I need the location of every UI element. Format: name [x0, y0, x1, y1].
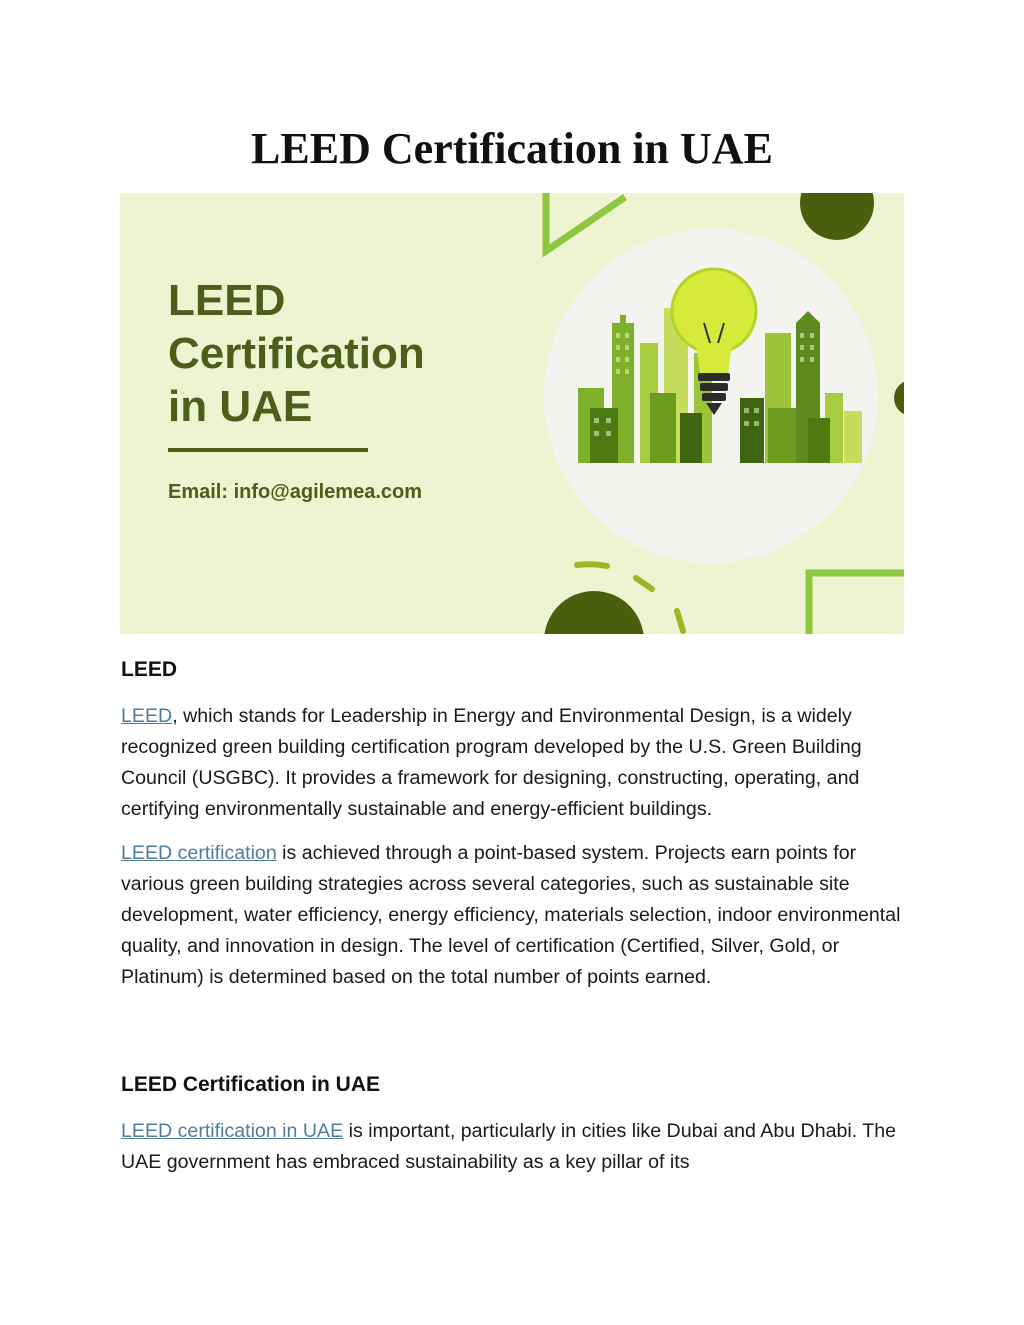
- paragraph-text: , which stands for Leadership in Energy and Environmental Design, is a widely recognized green building certification program developed by the U.S. Green Building Council (USGBC). It provides a framework for designing, constructing, operating, and certifying environmentally sustainable and energy-efficient buildings.: [121, 705, 862, 820]
- leed-certification-uae-link[interactable]: LEED certification in UAE: [121, 1120, 344, 1142]
- section-heading: LEED: [121, 658, 178, 681]
- leed-link[interactable]: LEED: [121, 705, 173, 727]
- banner-heading-line: LEED: [168, 276, 286, 325]
- paragraph-text: is achieved through a point-based system. Projects earn points for various green building strategies across several categories, such as sustainable site development, water efficiency, energy efficiency, materials selection, indoor environmental quality, and innovation in design. The level of certification (Certified, Silver, Gold, or Platinum) is determined based on the total number of points earned.: [121, 842, 901, 988]
- section-leed: [121, 656, 911, 993]
- section-heading: LEED Certification in UAE: [121, 1073, 381, 1096]
- leed-certification-link[interactable]: LEED certification: [121, 842, 277, 864]
- banner-email: Email: info@agilemea.com: [168, 481, 423, 503]
- banner-heading-line: in UAE: [168, 382, 313, 431]
- page-title: LEED Certification in UAE: [251, 124, 773, 173]
- banner-divider: [168, 448, 368, 452]
- paragraph: [121, 838, 911, 993]
- banner-image: [120, 193, 904, 634]
- banner-heading-line: Certification: [168, 329, 425, 378]
- dash-decoration: [577, 564, 607, 566]
- paragraph: [121, 701, 911, 825]
- paragraph-text: is important, particularly in cities like Dubai and Abu Dhabi. The UAE government has embraced sustainability as a key pillar of its: [121, 1120, 897, 1173]
- section-leed-uae: [121, 1071, 911, 1178]
- paragraph: [121, 1116, 911, 1178]
